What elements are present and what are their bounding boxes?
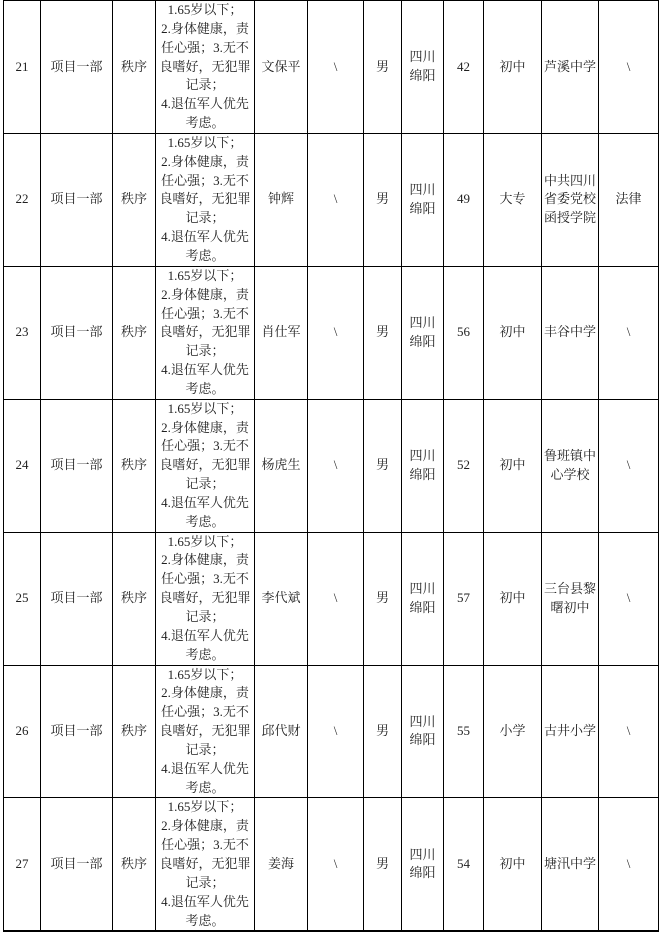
cell-position: 秩序 [113, 665, 156, 798]
requirement-line: 2.身体健康，责任心强；3.无不良嗜好，无犯罪记录； [159, 20, 251, 93]
cell-serial-number: 21 [4, 1, 41, 134]
cell-requirements [156, 133, 255, 266]
table-row [4, 399, 659, 532]
cell-major: \ [599, 399, 659, 532]
cell-school: 鲁班镇中心学校 [542, 399, 599, 532]
cell-blank: \ [308, 133, 364, 266]
requirement-line: 1.65岁以下； [167, 666, 243, 682]
cell-education: 小学 [484, 665, 542, 798]
cell-school: 古井小学 [542, 665, 599, 798]
cell-school: 三台县黎曙初中 [542, 532, 599, 665]
table-row [4, 532, 659, 665]
cell-department: 项目一部 [41, 665, 113, 798]
cell-gender: 男 [364, 266, 402, 399]
requirement-line: 2.身体健康，责任心强；3.无不良嗜好，无犯罪记录； [159, 552, 251, 624]
cell-major: \ [599, 266, 659, 399]
cell-gender: 男 [364, 133, 402, 266]
requirement-line: 1.65岁以下； [167, 533, 243, 549]
cell-requirements [156, 1, 255, 134]
cell-requirements [156, 665, 255, 798]
cell-department: 项目一部 [41, 399, 113, 532]
cell-age: 54 [444, 798, 484, 931]
cell-education: 初中 [484, 798, 542, 931]
cell-name: 钟辉 [255, 133, 308, 266]
cell-gender: 男 [364, 399, 402, 532]
requirement-line: 1.65岁以下； [167, 134, 243, 150]
requirement-line: 1.65岁以下； [167, 267, 243, 283]
cell-school: 中共四川省委党校函授学院 [542, 133, 599, 266]
cell-region: 四川绵阳 [402, 133, 444, 266]
cell-age: 56 [444, 266, 484, 399]
table-row [4, 798, 659, 931]
requirement-line: 4.退伍军人优先考虑。 [161, 627, 249, 662]
cell-education: 初中 [484, 1, 542, 134]
cell-age: 49 [444, 133, 484, 266]
cell-major: \ [599, 665, 659, 798]
cell-serial-number: 22 [4, 133, 41, 266]
cell-region: 四川绵阳 [402, 399, 444, 532]
cell-gender: 男 [364, 532, 402, 665]
table-row [4, 133, 659, 266]
cell-education: 初中 [484, 266, 542, 399]
requirement-line: 1.65岁以下； [167, 2, 243, 17]
cell-name: 邱代财 [255, 665, 308, 798]
cell-serial-number: 23 [4, 266, 41, 399]
requirement-line: 2.身体健康，责任心强；3.无不良嗜好，无犯罪记录； [159, 153, 251, 226]
cell-blank: \ [308, 399, 364, 532]
cell-requirements [156, 532, 255, 665]
cell-blank: \ [308, 266, 364, 399]
cell-requirements [156, 798, 255, 931]
requirement-line: 4.退伍军人优先考虑。 [161, 494, 249, 529]
cell-serial-number: 27 [4, 798, 41, 931]
cell-position: 秩序 [113, 399, 156, 532]
requirement-line: 2.身体健康，责任心强；3.无不良嗜好，无犯罪记录； [159, 685, 251, 757]
table-row [4, 665, 659, 798]
table-row [4, 266, 659, 399]
requirement-line: 2.身体健康，责任心强；3.无不良嗜好，无犯罪记录； [159, 419, 251, 492]
requirement-line: 4.退伍军人优先考虑。 [161, 362, 249, 396]
requirement-line: 4.退伍军人优先考虑。 [161, 760, 249, 795]
cell-serial-number: 26 [4, 665, 41, 798]
cell-school: 芦溪中学 [542, 1, 599, 134]
table-row [4, 1, 659, 134]
cell-name: 姜海 [255, 798, 308, 931]
cell-age: 42 [444, 1, 484, 134]
cell-serial-number: 25 [4, 532, 41, 665]
cell-department: 项目一部 [41, 1, 113, 134]
cell-position: 秩序 [113, 266, 156, 399]
cell-region: 四川绵阳 [402, 266, 444, 399]
requirement-line: 4.退伍军人优先考虑。 [161, 96, 249, 131]
cell-department: 项目一部 [41, 133, 113, 266]
cell-region: 四川绵阳 [402, 1, 444, 134]
cell-blank: \ [308, 532, 364, 665]
cell-serial-number: 24 [4, 399, 41, 532]
cell-gender: 男 [364, 798, 402, 931]
cell-name: 肖仕军 [255, 266, 308, 399]
requirement-line: 2.身体健康，责任心强；3.无不良嗜好，无犯罪记录； [159, 818, 251, 890]
cell-blank: \ [308, 798, 364, 931]
cell-department: 项目一部 [41, 532, 113, 665]
cell-position: 秩序 [113, 798, 156, 931]
cell-requirements [156, 266, 255, 399]
requirement-line: 4.退伍军人优先考虑。 [161, 229, 249, 263]
cell-position: 秩序 [113, 133, 156, 266]
cell-region: 四川绵阳 [402, 532, 444, 665]
cell-region: 四川绵阳 [402, 798, 444, 931]
cell-major: 法律 [599, 133, 659, 266]
cell-major: \ [599, 532, 659, 665]
cell-age: 55 [444, 665, 484, 798]
cell-department: 项目一部 [41, 798, 113, 931]
cell-requirements [156, 399, 255, 532]
cell-name: 文保平 [255, 1, 308, 134]
cell-gender: 男 [364, 665, 402, 798]
cell-name: 杨虎生 [255, 399, 308, 532]
cell-education: 初中 [484, 399, 542, 532]
cell-position: 秩序 [113, 532, 156, 665]
recruitment-table [3, 0, 659, 932]
cell-age: 57 [444, 532, 484, 665]
requirement-line: 1.65岁以下； [167, 799, 243, 815]
cell-region: 四川绵阳 [402, 665, 444, 798]
cell-position: 秩序 [113, 1, 156, 134]
cell-major: \ [599, 1, 659, 134]
cell-department: 项目一部 [41, 266, 113, 399]
cell-school: 塘汛中学 [542, 798, 599, 931]
requirement-line: 1.65岁以下； [167, 400, 243, 416]
cell-school: 丰谷中学 [542, 266, 599, 399]
cell-age: 52 [444, 399, 484, 532]
cell-gender: 男 [364, 1, 402, 134]
table-body [4, 1, 659, 932]
cell-major: \ [599, 798, 659, 931]
cell-education: 初中 [484, 532, 542, 665]
cell-blank: \ [308, 665, 364, 798]
cell-blank: \ [308, 1, 364, 134]
requirement-line: 2.身体健康，责任心强；3.无不良嗜好，无犯罪记录； [159, 286, 251, 359]
cell-education: 大专 [484, 133, 542, 266]
requirement-line: 4.退伍军人优先考虑。 [161, 893, 249, 928]
cell-name: 李代斌 [255, 532, 308, 665]
